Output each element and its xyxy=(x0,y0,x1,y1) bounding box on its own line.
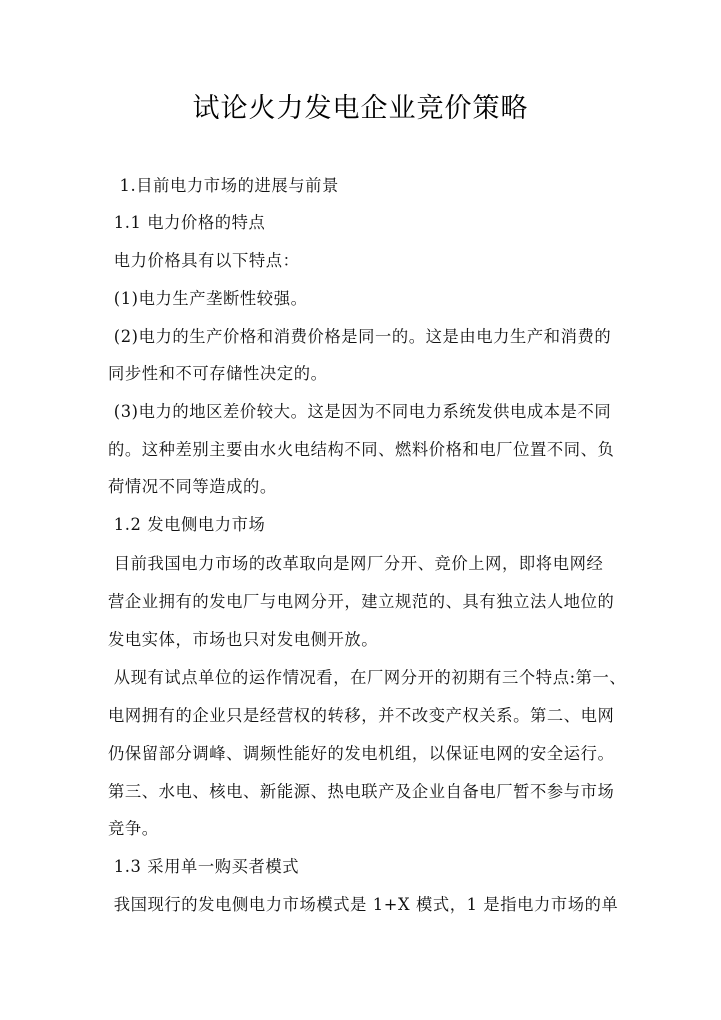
paragraph-line: 1.3 采用单一购买者模式 xyxy=(108,857,300,876)
paragraph-line: 电网拥有的企业只是经营权的转移，并不改变产权关系。第二、电网 xyxy=(108,706,615,725)
paragraph-line: 营企业拥有的发电厂与电网分开，建立规范的、具有独立法人地位的 xyxy=(108,592,615,611)
paragraph-line: (3)电力的地区差价较大。这是因为不同电力系统发供电成本是不同 xyxy=(108,402,612,421)
paragraph-line: 1.2 发电侧电力市场 xyxy=(108,515,266,534)
paragraph-line: 仍保留部分调峰、调频性能好的发电机组，以保证电网的安全运行。 xyxy=(108,744,615,763)
paragraph-line: 荷情况不同等造成的。 xyxy=(108,477,277,496)
paragraph-line: (2)电力的生产价格和消费价格是同一的。这是由电力生产和消费的 xyxy=(108,327,612,346)
paragraph-line: 竞争。 xyxy=(108,819,159,838)
document-title: 试论火力发电企业竞价策略 xyxy=(192,93,529,124)
paragraph-line: 同步性和不可存储性决定的。 xyxy=(108,364,328,383)
paragraph-line: 从现有试点单位的运作情况看，在厂网分开的初期有三个特点:第一、 xyxy=(108,668,627,687)
paragraph-line: 我国现行的发电侧电力市场模式是 1+X 模式，1 是指电力市场的单 xyxy=(108,895,619,914)
paragraph-line: 1.1 电力价格的特点 xyxy=(108,213,266,232)
paragraph-line: 发电实体，市场也只对发电侧开放。 xyxy=(108,630,379,649)
paragraph-line: (1)电力生产垄断性较强。 xyxy=(108,289,308,308)
paragraph-line: 第三、水电、核电、新能源、热电联产及企业自备电厂暂不参与市场 xyxy=(108,782,615,801)
paragraph-line: 电力价格具有以下特点： xyxy=(108,251,300,270)
paragraph-line: 目前我国电力市场的改革取向是网厂分开、竞价上网，即将电网经 xyxy=(108,554,604,573)
paragraph-line: 1.目前电力市场的进展与前景 xyxy=(108,176,339,195)
paragraph-line: 的。这种差别主要由水火电结构不同、燃料价格和电厂位置不同、负 xyxy=(108,440,615,459)
